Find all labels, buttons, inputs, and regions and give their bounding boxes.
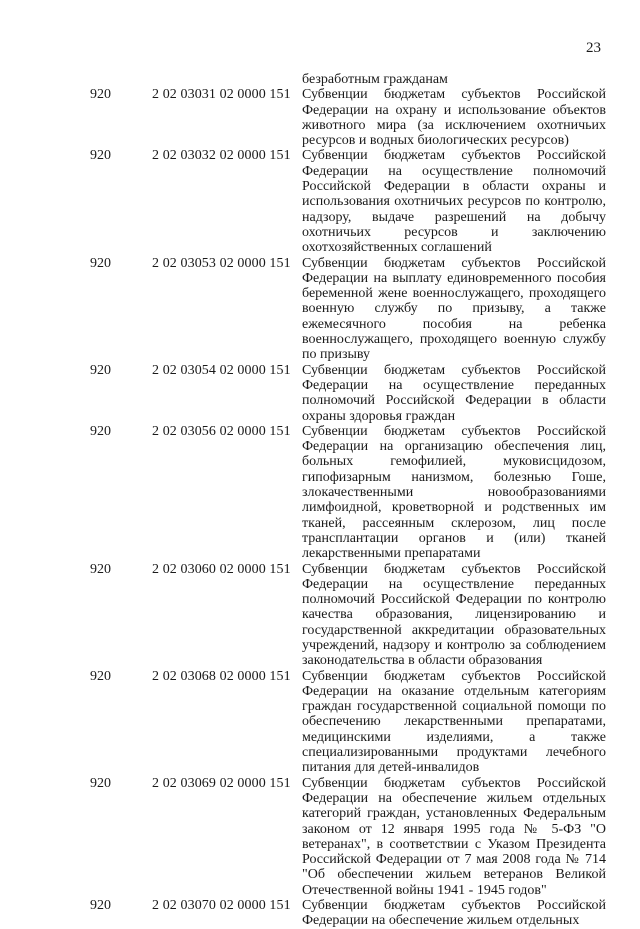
- row-description: Субвенции бюджетам субъектов Российской Федерации на осуществление переданных полномочий Российской Федерации по контролю качества образования, лицензированию и государственной аккредитации образовательных учреждений, надзору и контролю за соблюдением законодательства в области образования: [302, 561, 606, 669]
- budget-classification-code: 2 02 03069 02 0000 151: [152, 775, 291, 791]
- admin-code: 920: [90, 668, 111, 684]
- row-description: Субвенции бюджетам субъектов Российской Федерации на выплату единовременного пособия беременной жене военнослужащего, проходящего военную службу по призыву, а также ежемесячного пособия на ребенка военнослужащего, проходящего военную службу по призыву: [302, 255, 606, 363]
- table-row: [0, 87, 640, 148]
- admin-code: 920: [90, 423, 111, 439]
- row-description: Субвенции бюджетам субъектов Российской Федерации на организацию обеспечения лиц, больных гемофилией, муковисцидозом, гипофизарным нанизмом, болезнью Гоше, злокачественными новообразованиями лимфоидной, кроветворной и родственных им тканей, рассеянным склерозом, лиц после трансплантации органов и (или) тканей лекарственными препаратами: [302, 423, 606, 562]
- admin-code: 920: [90, 255, 111, 271]
- budget-classification-code: 2 02 03068 02 0000 151: [152, 668, 291, 684]
- admin-code: 920: [90, 561, 111, 577]
- row-description: Субвенции бюджетам субъектов Российской Федерации на осуществление полномочий Российской Федерации в области охраны и использования охотничьих ресурсов по контролю, надзору, выдаче разрешений на добычу охотничьих ресурсов и заключению охотхозяйственных соглашений: [302, 148, 606, 256]
- row-description: Субвенции бюджетам субъектов Российской Федерации на обеспечение жильем отдельных: [302, 898, 606, 929]
- admin-code: 920: [90, 362, 111, 378]
- table-row: [0, 776, 640, 898]
- table-row: [0, 148, 640, 255]
- budget-classification-code: 2 02 03070 02 0000 151: [152, 898, 291, 914]
- table-row: [0, 562, 640, 669]
- budget-classification-code: 2 02 03031 02 0000 151: [152, 87, 291, 103]
- table-row: [0, 363, 640, 424]
- row-description: Субвенции бюджетам субъектов Российской Федерации на оказание отдельным категориям граждан государственной социальной помощи по обеспечению лекарственными препаратами, медицинскими изделиями, а также специализированными продуктами лечебного питания для детей-инвалидов: [302, 668, 606, 776]
- page-number: 23: [586, 40, 601, 56]
- row-description: Субвенции бюджетам субъектов Российской Федерации на охрану и использование объектов животного мира (за исключением охотничьих ресурсов и водных биологических ресурсов): [302, 87, 606, 149]
- admin-code: 920: [90, 87, 111, 103]
- admin-code: 920: [90, 148, 111, 164]
- table-row: [0, 424, 640, 562]
- budget-classification-code: 2 02 03054 02 0000 151: [152, 362, 291, 378]
- admin-code: 920: [90, 775, 111, 791]
- budget-classification-code: 2 02 03060 02 0000 151: [152, 561, 291, 577]
- table-row: [0, 669, 640, 776]
- table-row: [0, 898, 640, 929]
- row-description: Субвенции бюджетам субъектов Российской Федерации на осуществление переданных полномочий Российской Федерации в области охраны здоровья граждан: [302, 362, 606, 424]
- table-row: [0, 256, 640, 363]
- carryover-row: [0, 72, 640, 87]
- row-description: Субвенции бюджетам субъектов Российской Федерации на обеспечение жильем отдельных категорий граждан, установленных Федеральным законом от 12 января 1995 года № 5-ФЗ "О ветеранах", в соответствии с Указом Президента Российской Федерации от 7 мая 2008 года № 714 "Об обеспечении жильем ветеранов Великой Отечественной войны 1941 - 1945 годов": [302, 775, 606, 898]
- budget-classification-code: 2 02 03053 02 0000 151: [152, 255, 291, 271]
- carryover-text: безработным гражданам: [302, 72, 448, 87]
- budget-classification-code: 2 02 03032 02 0000 151: [152, 148, 291, 164]
- budget-code-table: [0, 72, 640, 929]
- admin-code: 920: [90, 898, 111, 914]
- budget-classification-code: 2 02 03056 02 0000 151: [152, 423, 291, 439]
